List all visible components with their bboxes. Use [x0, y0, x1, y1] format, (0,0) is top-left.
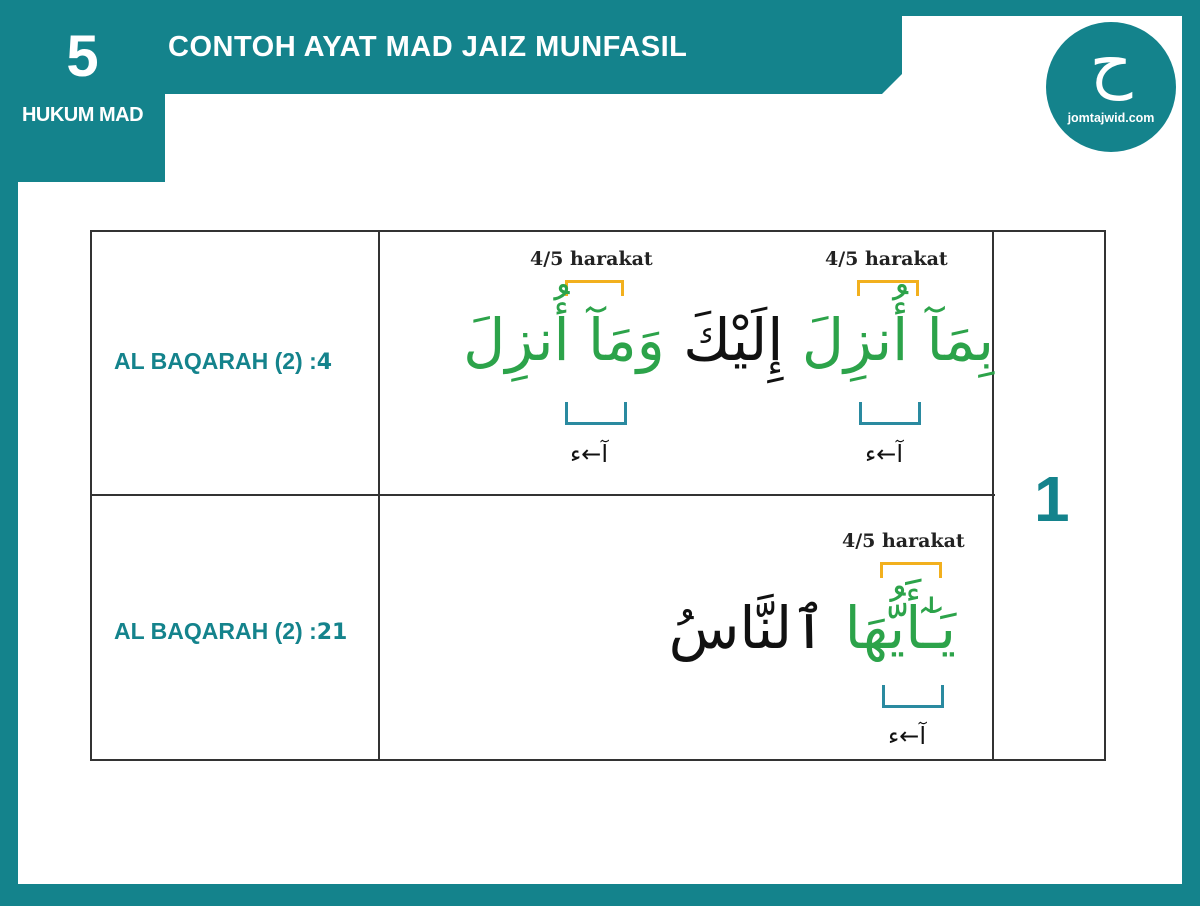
- table-border-right: [1104, 230, 1106, 761]
- alif-hamzah-formula: آ←ء: [570, 440, 609, 468]
- logo-site-name: jomtajwid.com: [1067, 111, 1155, 125]
- example-table: [90, 230, 1106, 762]
- verse-reference: [114, 348, 332, 375]
- harakat-label: 4/5 harakat: [842, 530, 965, 552]
- table-row-divider: [90, 494, 995, 496]
- chapter-number: 5: [66, 24, 99, 89]
- harakat-bracket: [857, 280, 919, 296]
- table-border-left: [90, 230, 92, 761]
- alif-hamzah-formula: آ←ء: [865, 440, 904, 468]
- surah-name: AL BAQARAH (2) :: [114, 618, 317, 644]
- table-col-divider: [378, 230, 380, 761]
- verse-word: إِلَيْكَ: [683, 306, 784, 374]
- site-logo[interactable]: [1046, 22, 1176, 152]
- row-group-number: 1: [1034, 463, 1070, 535]
- hamzah-bracket: [882, 685, 944, 708]
- ayah-number: 4: [316, 350, 333, 375]
- ayah-number: 21: [316, 620, 348, 645]
- mad-example-word: وَمَآ أُنزِلَ: [463, 306, 665, 374]
- chapter-badge: [0, 0, 165, 182]
- mad-example-word: يَـٰٓأَيُّهَا: [844, 594, 956, 662]
- quran-verse: [669, 594, 956, 662]
- verse-reference: [114, 618, 347, 645]
- table-border-bottom: [90, 759, 1106, 761]
- mad-example-word: بِمَآ أُنزِلَ: [801, 306, 994, 374]
- quran-verse: [463, 306, 994, 374]
- harakat-label: 4/5 harakat: [530, 248, 653, 270]
- page-title: CONTOH AYAT MAD JAIZ MUNFASIL: [168, 31, 688, 63]
- chapter-label: HUKUM MAD: [21, 104, 144, 126]
- hamzah-bracket: [859, 402, 921, 425]
- alif-hamzah-formula: آ←ء: [888, 722, 927, 750]
- harakat-label: 4/5 harakat: [825, 248, 948, 270]
- hamzah-bracket: [565, 402, 627, 425]
- surah-name: AL BAQARAH (2) :: [114, 348, 317, 374]
- harakat-bracket: [565, 280, 624, 296]
- harakat-bracket: [880, 562, 942, 578]
- logo-letter: ح: [1089, 24, 1133, 101]
- verse-word: ٱلنَّاسُ: [668, 594, 827, 662]
- table-border-top: [90, 230, 1106, 232]
